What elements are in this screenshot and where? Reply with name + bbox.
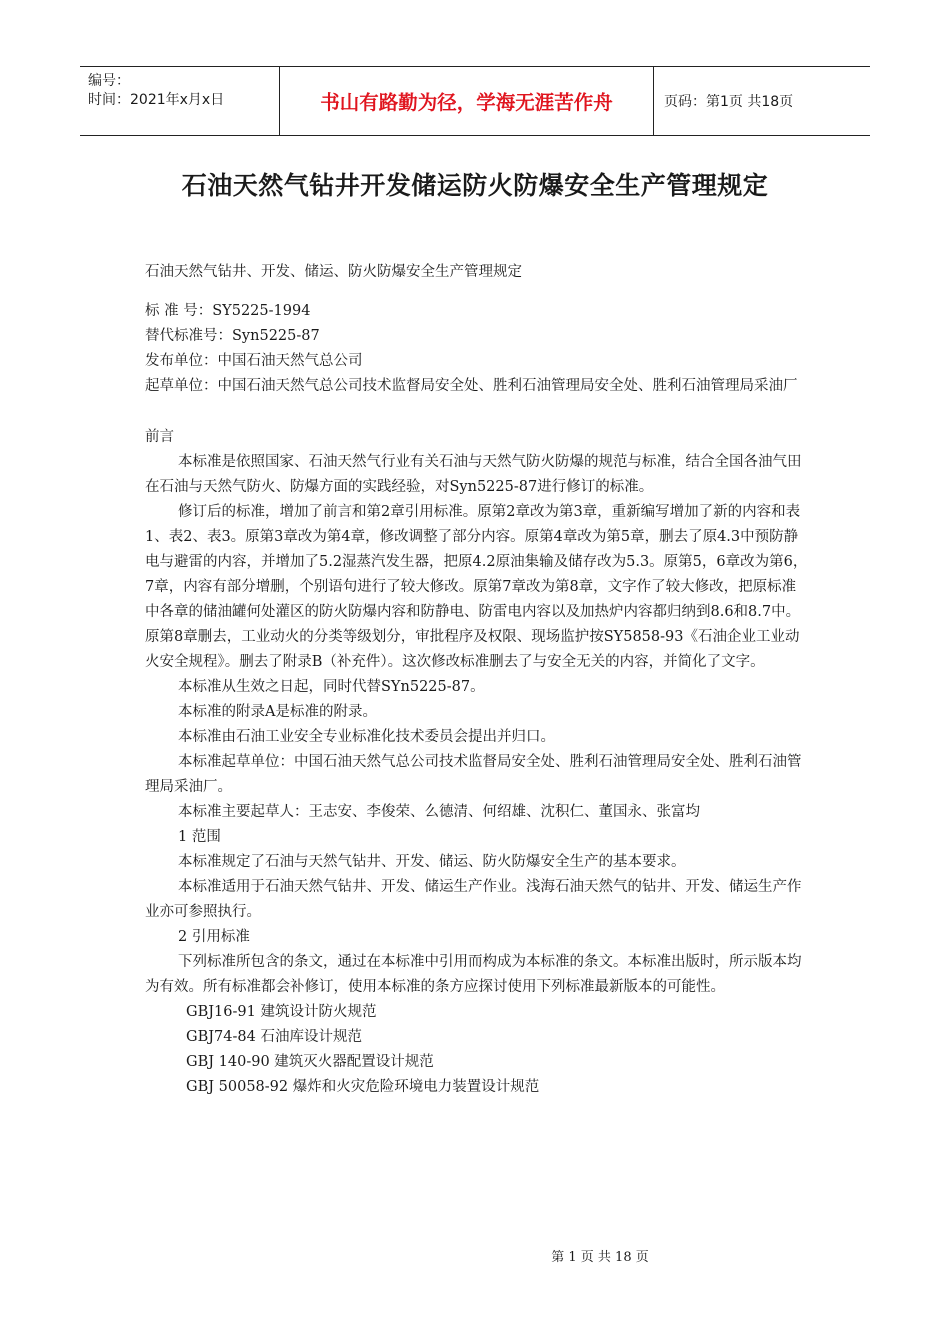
header-motto: 书山有路勤为径，学海无涯苦作舟	[280, 67, 654, 135]
preface-paragraph: 本标准是依照国家、石油天然气行业有关石油与天然气防火防爆的规范与标准，结合全国各油气田在石油与天然气防火、防爆方面的实践经验，对Syn5225-87进行修订的标准。	[145, 454, 802, 495]
meta-std-no: 标 准 号：SY5225-1994	[145, 303, 311, 319]
page-footer: 第 1 页 共 18 页	[551, 1250, 649, 1265]
reference-item: GBJ 50058-92 爆炸和火灾危险环境电力装置设计规范	[186, 1079, 540, 1095]
meta-drafter: 起草单位：中国石油天然气总公司技术监督局安全处、胜利石油管理局安全处、胜利石油管理局采油厂	[145, 378, 798, 394]
preface-heading: 前言	[145, 429, 174, 445]
meta-publisher: 发布单位：中国石油天然气总公司	[145, 353, 363, 369]
header-time: 时间：2021年x月x日	[88, 92, 225, 108]
page-header	[80, 66, 870, 136]
header-info-cell	[80, 67, 280, 135]
reference-item: GBJ 140-90 建筑灭火器配置设计规范	[186, 1054, 434, 1070]
section-paragraph: 本标准适用于石油天然气钻井、开发、储运生产作业。浅海石油天然气的钻井、开发、储运生产作业亦可参照执行。	[145, 879, 802, 920]
preface-paragraph: 本标准从生效之日起，同时代替SYn5225-87。	[178, 679, 485, 695]
preface-paragraph: 本标准的附录A是标准的附录。	[178, 704, 377, 720]
section-paragraph: 下列标准所包含的条文，通过在本标准中引用而构成为本标准的条文。本标准出版时，所示版本均为有效。所有标准都会补修订，使用本标准的条方应探讨使用下列标准最新版本的可能性。	[145, 954, 802, 995]
document-title: 石油天然气钻井开发储运防火防爆安全生产管理规定	[181, 171, 769, 200]
reference-item: GBJ74-84 石油库设计规范	[186, 1029, 362, 1045]
subtitle: 石油天然气钻井、开发、储运、防火防爆安全生产管理规定	[145, 264, 522, 280]
section-heading-references: 2 引用标准	[178, 929, 250, 945]
document-body	[145, 260, 810, 1100]
reference-item: GBJ16-91 建筑设计防火规范	[186, 1004, 377, 1020]
preface-paragraph: 本标准主要起草人：王志安、李俊荣、么德清、何绍雄、沈积仁、董国永、张富均	[178, 804, 700, 820]
preface-paragraph: 本标准由石油工业安全专业标准化技术委员会提出并归口。	[178, 729, 555, 745]
meta-replaced: 替代标准号：Syn5225-87	[145, 328, 320, 344]
preface-paragraph: 本标准起草单位：中国石油天然气总公司技术监督局安全处、胜利石油管理局安全处、胜利石油管理局采油厂。	[145, 754, 802, 795]
section-heading-scope: 1 范围	[178, 829, 221, 845]
header-page-info: 页码：第1页 共18页	[664, 94, 794, 110]
preface-paragraph: 修订后的标准，增加了前言和第2章引用标准。原第2章改为第3章，重新编写增加了新的内容和表1、表2、表3。原第3章改为第4章，修改调整了部分内容。原第4章改为第5章，删去了原4.3中预防静电与避雷的内容，并增加了5.2湿蒸汽发生器，把原4.2原油集输及储存改为5.3。原第5，6章改为第6，7章，内容有部分增删，个别语句进行了较大修改。原第7章改为第8章，文字作了较大修改，把原标准中各章的储油罐何处灌区的防火防爆内容和防静电、防雷电内容以及加热炉内容都归纳到8.6和8.7中。原第8章删去，工业动火的分类等级划分，审批程序及权限、现场监护按SY5858-93《石油企业工业动火安全规程》。删去了附录B（补充件）。这次修改标准删去了与安全无关的内容，并简化了文字。	[145, 504, 808, 670]
section-paragraph: 本标准规定了石油与天然气钻井、开发、储运、防火防爆安全生产的基本要求。	[178, 854, 686, 870]
header-number: 编号：	[88, 73, 130, 89]
